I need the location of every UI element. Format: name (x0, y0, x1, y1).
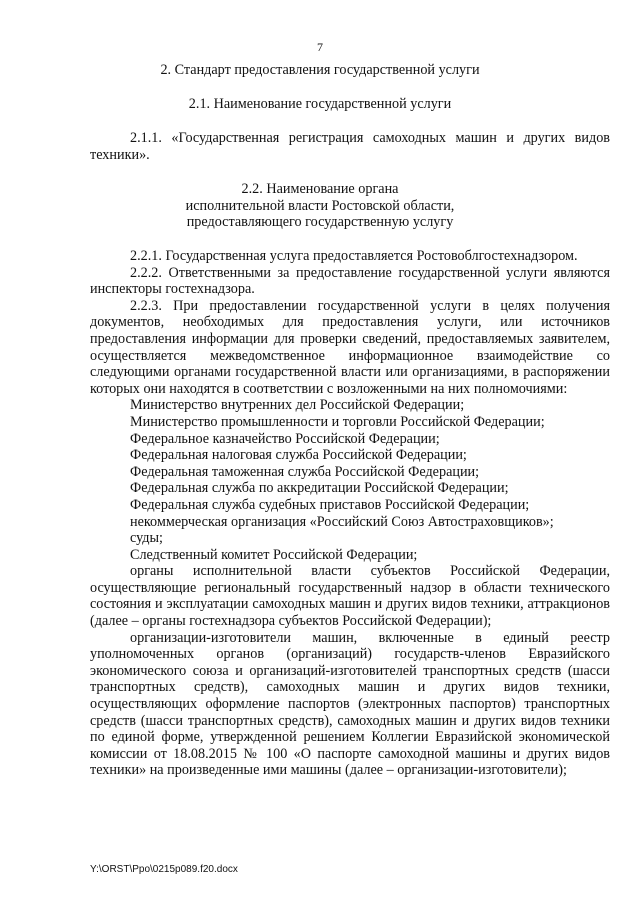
paragraph-2-2-2: 2.2.2. Ответственными за предоставление государственной услуги являются инспекторы гостехнадзора. (90, 264, 610, 298)
page-number: 7 (317, 40, 323, 54)
list-item: некоммерческая организация «Российский Союз Автостраховщиков»; (130, 513, 554, 530)
subsection-line: 2.2. Наименование органа (241, 181, 399, 197)
list-item: Федеральная налоговая служба Российской Федерации; (130, 447, 467, 464)
list-item: Федеральная таможенная служба Российской Федерации; (130, 463, 480, 480)
paragraph-2-1-1 (90, 130, 610, 163)
footer-file-path: Y:\ORST\Ppo\0215p089.f20.docx (90, 864, 238, 875)
subsection-line: предоставляющего государственную услугу (186, 214, 454, 231)
list-item: Федеральная служба судебных приставов Российской Федерации; (130, 496, 530, 513)
list-item: Министерство внутренних дел Российской Федерации; (130, 397, 465, 414)
paragraph-2-2-3: 2.2.3. При предоставлении государственной услуги в целях получения документов, необходимых для предоставления услуги, или источников предоставления информации для проверки сведений, предоставляемых заявителем, осуществляется межведомственное информационное взаимодействие со следующими органами государственной власти или организациями, в распоряжении которых они находятся в соответствии с возложенными на них полномочиями: (90, 297, 610, 397)
paragraph-manufacturers: организации-изготовители машин, включенные в единый реестр уполномоченных органов (организаций) государств-членов Евразийского экономического союза и организаций-изготовителей транспортных средств (шасси транспортных средств), самоходных машин и других видов техники, осуществляющих оформление паспортов (электронных паспортов) транспортных средств (шасси транспортных средств), самоходных машин и других видов техники по единой форме, утвержденной решением Коллегии Евразийской экономической комиссии от 18.08.2015 № 100 «О паспорте самоходной машины и других видов техники» на произведенные ими машины (далее – организации-изготовители); (90, 629, 610, 779)
list-item: Министерство промышленности и торговли Российской Федерации; (130, 413, 545, 430)
paragraph-2-2-1: 2.2.1. Государственная услуга предоставляется Ростовоблгостехнадзором. (130, 248, 578, 264)
subsection-2-2-title (60, 181, 580, 231)
agency-list (90, 397, 610, 563)
subsection-line: исполнительной власти Ростовской области, (185, 197, 455, 214)
list-item: Следственный комитет Российской Федерации; (130, 546, 418, 563)
list-item: Федеральная служба по аккредитации Российской Федерации; (130, 480, 509, 497)
section-2-2-body (90, 248, 610, 779)
list-item: суды; (130, 530, 164, 547)
section-title: 2. Стандарт предоставления государственной услуги (160, 62, 480, 78)
list-item: Федеральное казначейство Российской Федерации; (130, 430, 440, 447)
paragraph-organs: органы исполнительной власти субъектов Российской Федерации, осуществляющие региональный государственный надзор в области технического состояния и эксплуатации самоходных машин и других видов техники, аттракционов (далее – органы гостехнадзора субъектов Российской Федерации); (90, 563, 610, 630)
subsection-2-1-title: 2.1. Наименование государственной услуги (188, 96, 452, 112)
paragraph-text: 2.1.1. «Государственная регистрация самоходных машин и других видов техники». (90, 130, 610, 163)
